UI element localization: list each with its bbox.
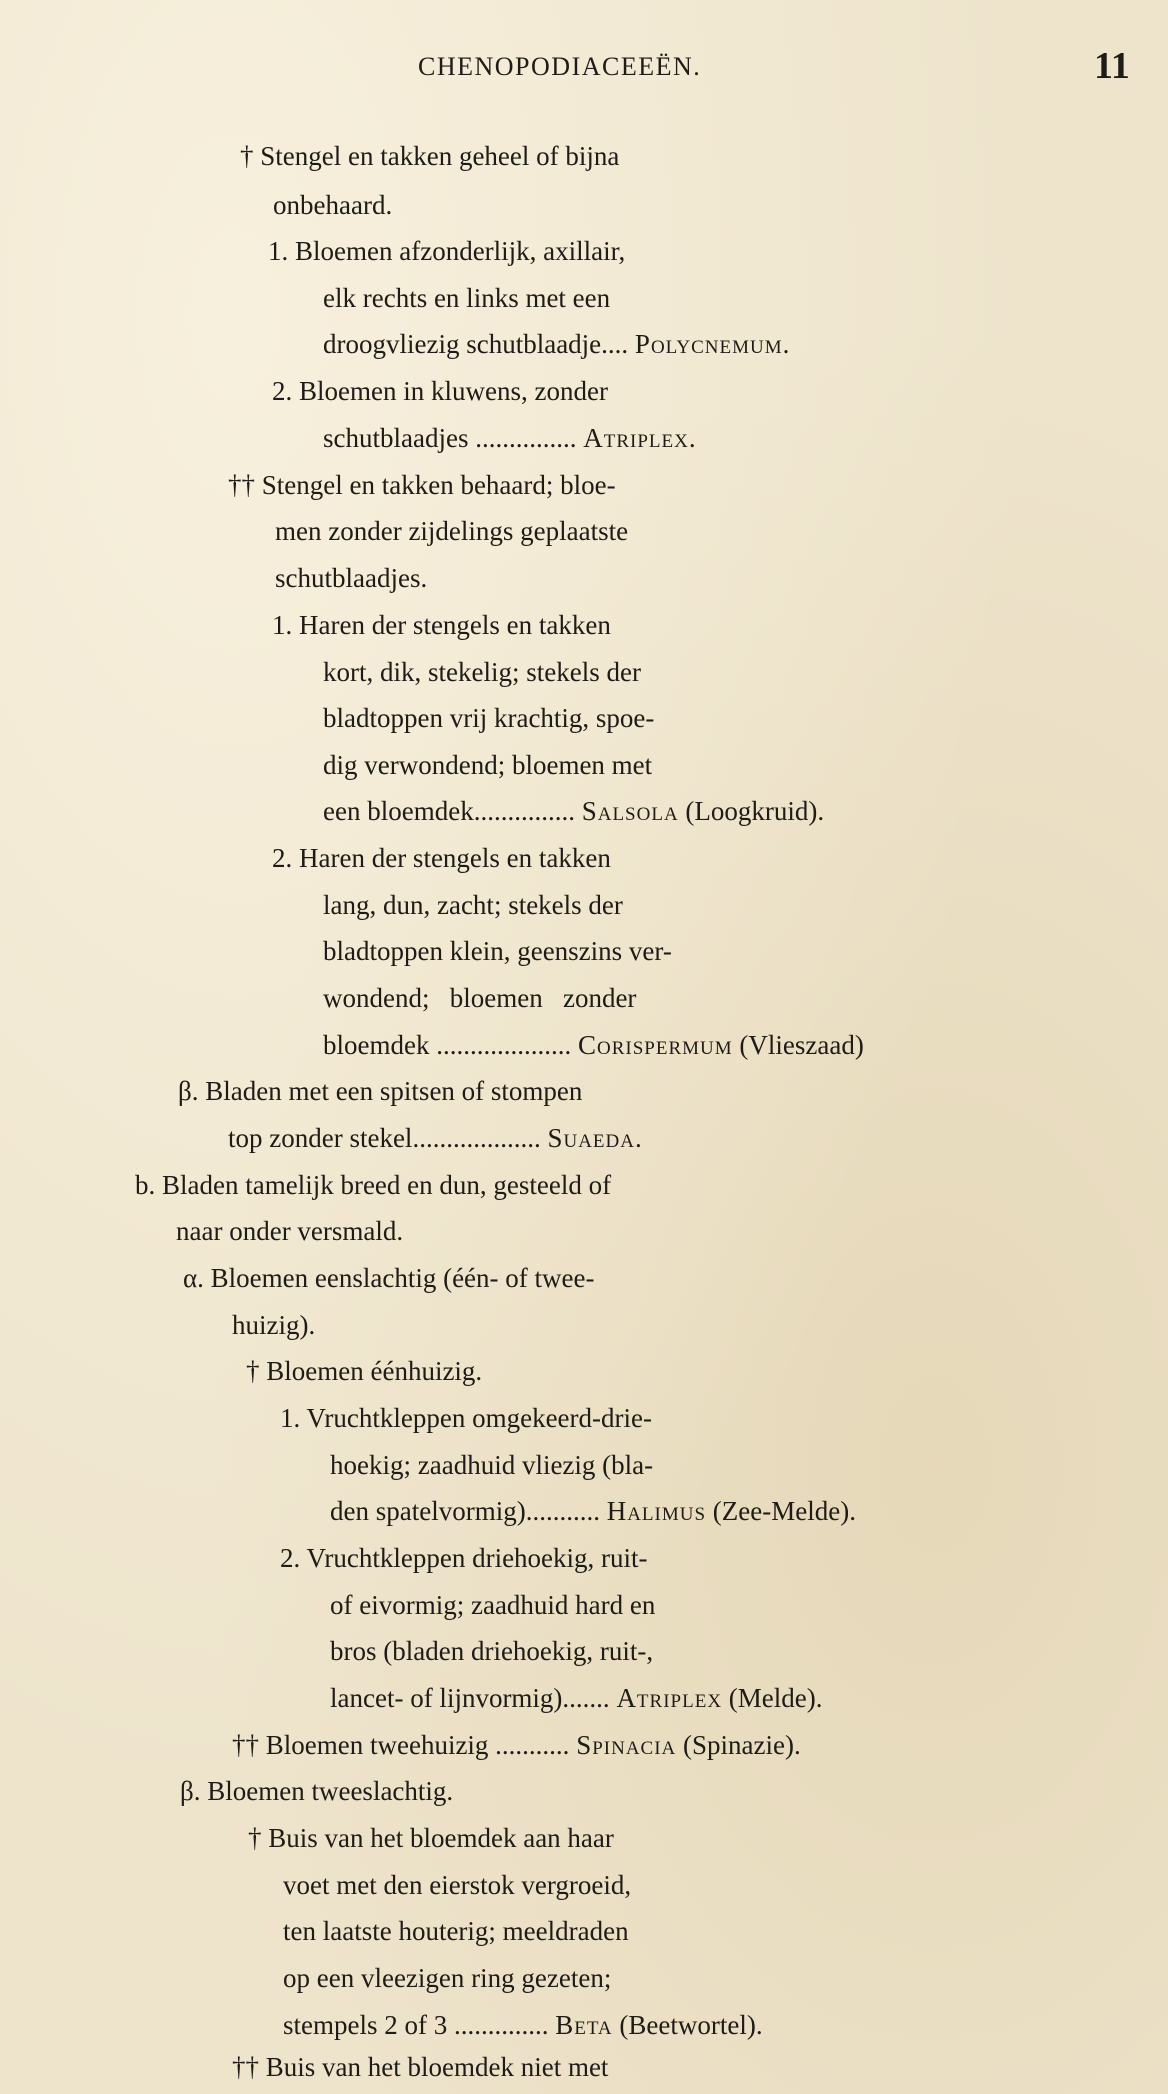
text-line: lang, dun, zacht; stekels der	[323, 890, 623, 920]
genus-name: Atriplex.	[583, 423, 697, 453]
text-line: bros (bladen driehoekig, ruit-,	[330, 1636, 654, 1666]
text-line: 1. Bloemen afzonderlijk, axillair,	[268, 236, 626, 266]
text-line: 1. Haren der stengels en takken	[272, 610, 611, 640]
text-line: † Stengel en takken geheel of bijna	[240, 141, 620, 171]
vernacular-name: (Loogkruid).	[685, 796, 825, 826]
genus-name: Suaeda.	[547, 1123, 643, 1153]
text-line: †† Buis van het bloemdek niet met	[232, 2052, 609, 2082]
text-line: 2. Vruchtkleppen driehoekig, ruit-	[280, 1543, 648, 1573]
vernacular-name: (Melde).	[728, 1683, 823, 1713]
text-line: 1. Vruchtkleppen omgekeerd-drie-	[280, 1403, 652, 1433]
text-line: wondend; bloemen zonder	[323, 983, 637, 1013]
text-line: β. Bladen met een spitsen of stompen	[178, 1076, 583, 1106]
text-line: 2. Bloemen in kluwens, zonder	[272, 376, 608, 406]
text-line: naar onder versmald.	[176, 1216, 404, 1246]
text-line: hoekig; zaadhuid vliezig (bla-	[330, 1450, 654, 1480]
text-line: of eivormig; zaadhuid hard en	[330, 1590, 656, 1620]
genus-name: Spinacia	[576, 1730, 677, 1760]
vernacular-name: (Vlieszaad)	[739, 1030, 864, 1060]
text-line: † Buis van het bloemdek aan haar	[248, 1823, 614, 1853]
genus-name: Halimus	[606, 1496, 707, 1526]
text-line: †† Stengel en takken behaard; bloe-	[228, 470, 616, 500]
genus-name: Salsola	[581, 796, 679, 826]
text-line: † Bloemen éénhuizig.	[246, 1356, 483, 1386]
vernacular-name: (Zee-Melde).	[712, 1496, 856, 1526]
text-line: men zonder zijdelings geplaatste	[275, 516, 629, 546]
vernacular-name: (Beetwortel).	[619, 2010, 763, 2040]
text-line: dig verwondend; bloemen met	[323, 750, 653, 780]
vernacular-name: (Spinazie).	[683, 1730, 801, 1760]
text-line: bladtoppen vrij krachtig, spoe-	[323, 703, 655, 733]
running-header: CHENOPODIACEEËN.	[418, 52, 702, 81]
text-line: schutblaadjes.	[275, 563, 428, 593]
text-line: schutblaadjes ............... Atriplex.	[323, 423, 697, 453]
text-line: elk rechts en links met een	[323, 283, 611, 313]
genus-name: Corispermum	[577, 1030, 733, 1060]
text-line: kort, dik, stekelig; stekels der	[323, 657, 641, 687]
genus-name: Polycnemum.	[634, 329, 791, 359]
text-line: bloemdek .................... Corispermum (Vlieszaad)	[323, 1030, 864, 1060]
text-line: lancet- of lijnvormig)....... Atriplex (Melde).	[330, 1683, 823, 1713]
text-line: α. Bloemen eenslachtig (één- of twee-	[183, 1263, 595, 1293]
text-line: top zonder stekel................... Suaeda.	[228, 1123, 643, 1153]
genus-name: Beta	[555, 2010, 613, 2040]
text-line: bladtoppen klein, geenszins ver-	[323, 936, 672, 966]
text-line: huizig).	[232, 1310, 316, 1340]
text-line: β. Bloemen tweeslachtig.	[180, 1776, 454, 1806]
text-line: voet met den eierstok vergroeid,	[283, 1870, 632, 1900]
text-line: den spatelvormig)........... Halimus (Zee-Melde).	[330, 1496, 856, 1526]
page-number: 11	[1094, 45, 1130, 87]
genus-name: Atriplex	[616, 1683, 723, 1713]
text-line: †† Bloemen tweehuizig ........... Spinacia (Spinazie).	[232, 1730, 801, 1760]
text-line: op een vleezigen ring gezeten;	[283, 1963, 612, 1993]
text-line: een bloemdek............... Salsola (Loogkruid).	[323, 796, 825, 826]
text-line: onbehaard.	[273, 190, 393, 220]
text-line: droogvliezig schutblaadje.... Polycnemum.	[323, 329, 791, 359]
text-line: ten laatste houterig; meeldraden	[283, 1916, 629, 1946]
text-line: b. Bladen tamelijk breed en dun, gesteeld of	[135, 1170, 612, 1200]
text-line: 2. Haren der stengels en takken	[272, 843, 611, 873]
text-line: stempels 2 of 3 .............. Beta (Beetwortel).	[283, 2010, 763, 2040]
